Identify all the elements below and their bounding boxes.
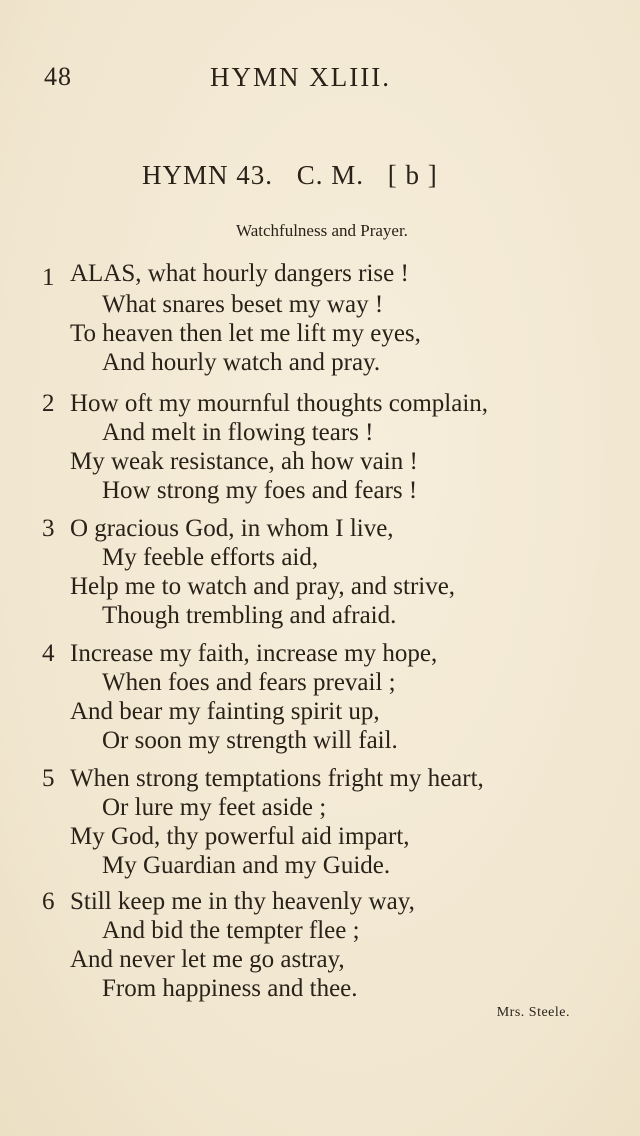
verse-line: How strong my foes and fears ! [102, 477, 418, 504]
verse-line: And hourly watch and pray. [102, 349, 381, 376]
attribution: Mrs. Steele. [496, 1005, 570, 1020]
verse-line: And bear my fainting spirit up, [70, 698, 380, 725]
page-number: 48 [44, 62, 72, 91]
verse-line: My feeble efforts aid, [102, 544, 319, 571]
stanza-number: 5 [42, 765, 55, 792]
verse-line: My God, thy powerful aid impart, [70, 823, 410, 850]
verse-line: And melt in flowing tears ! [102, 419, 374, 446]
verse-line: Though trembling and afraid. [102, 602, 397, 629]
verse-line: And never let me go astray, [70, 946, 345, 973]
verse-line: Increase my faith, increase my hope, [70, 640, 438, 667]
verse-line: From happiness and thee. [102, 975, 358, 1002]
verse-line: To heaven then let me lift my eyes, [70, 320, 421, 347]
verse-line: My weak resistance, ah how vain ! [70, 448, 418, 475]
verse-line: Still keep me in thy heavenly way, [70, 888, 415, 915]
hymn-number: HYMN 43. [142, 160, 274, 190]
verse-line: What snares beset my way ! [102, 291, 384, 318]
verse-line: ALAS, what hourly dangers rise ! [70, 260, 409, 287]
stanza-number: 4 [42, 640, 55, 667]
verse-line: O gracious God, in whom I live, [70, 515, 394, 542]
verse-line: My Guardian and my Guide. [102, 852, 391, 879]
hymn-subtitle: Watchfulness and Prayer. [236, 221, 408, 240]
hymn-title [142, 160, 454, 191]
hymn-key: [ b ] [387, 160, 438, 190]
stanza-number: 1 [42, 264, 55, 291]
hymn-meter: C. M. [296, 160, 365, 190]
verse-line: How oft my mournful thoughts complain, [70, 390, 489, 417]
verse-line: And bid the tempter flee ; [102, 917, 360, 944]
verse-line: Or soon my strength will fail. [102, 727, 398, 754]
verse-line: When strong temptations fright my heart, [70, 765, 484, 792]
verse-line: Help me to watch and pray, and strive, [70, 573, 456, 600]
stanza-number: 3 [42, 515, 55, 542]
verse-line: When foes and fears prevail ; [102, 669, 396, 696]
running-head: HYMN XLIII. [210, 62, 391, 92]
stanza-number: 6 [42, 888, 55, 915]
verse-line: Or lure my feet aside ; [102, 794, 327, 821]
stanza-number: 2 [42, 390, 55, 417]
